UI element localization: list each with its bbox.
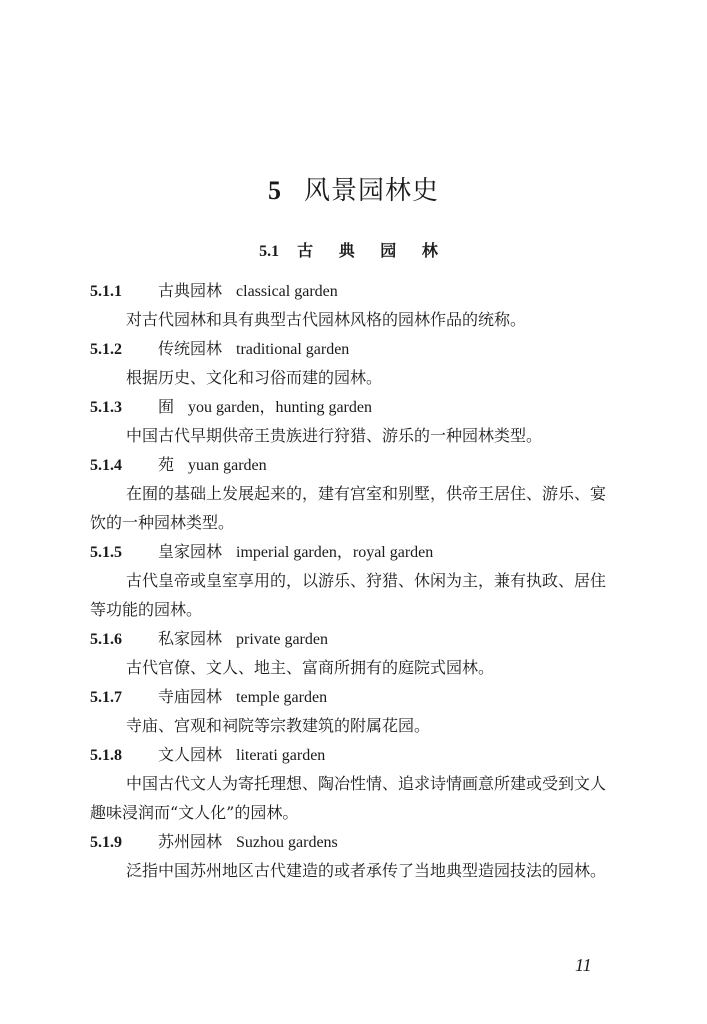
term-definition: 泛指中国苏州地区古代建造的或者承传了当地典型造园技法的园林。 (126, 861, 607, 880)
term-header (90, 682, 620, 711)
term-definition: 根据历史、文化和习俗而建的园林。 (126, 368, 383, 387)
term-chinese: 传统园林 (158, 339, 223, 358)
chapter-name: 风景园林史 (303, 176, 439, 206)
term-entry (90, 334, 620, 392)
term-header (90, 276, 620, 305)
term-definition: 古代皇帝或皇室享用的，以游乐、狩猎、休闲为主，兼有执政、居住等功能的园林。 (90, 571, 607, 619)
page-number: 11 (575, 955, 592, 975)
term-definition: 在囿的基础上发展起来的，建有宫室和别墅，供帝王居住、游乐、宴饮的一种园林类型。 (90, 484, 607, 532)
term-english: Suzhou gardens (236, 834, 338, 851)
term-code: 5.1.4 (90, 457, 122, 474)
term-code: 5.1.9 (90, 834, 122, 851)
term-entry (90, 682, 620, 740)
term-entry (90, 450, 620, 537)
term-chinese: 文人园林 (158, 745, 223, 764)
term-header (90, 392, 620, 421)
term-code: 5.1.5 (90, 544, 122, 561)
term-chinese: 苏州园林 (158, 832, 223, 851)
term-code: 5.1.8 (90, 747, 122, 764)
section-number: 5.1 (259, 243, 280, 260)
term-definition: 古代官僚、文人、地主、富商所拥有的庭院式园林。 (126, 658, 495, 677)
term-chinese: 古典园林 (158, 281, 223, 300)
term-chinese: 囿 (158, 397, 175, 416)
term-chinese: 苑 (158, 455, 175, 474)
term-code: 5.1.1 (90, 283, 122, 300)
term-entry (90, 827, 620, 885)
term-code: 5.1.3 (90, 399, 122, 416)
term-definition: 对古代园林和具有典型古代园林风格的园林作品的统称。 (126, 310, 527, 329)
chapter-number: 5 (267, 176, 282, 205)
term-code: 5.1.6 (90, 631, 122, 648)
term-entry (90, 276, 620, 334)
term-english: you garden，hunting garden (188, 399, 372, 416)
term-english: yuan garden (188, 457, 267, 474)
term-english: private garden (236, 631, 328, 648)
term-definition: 中国古代文人为寄托理想、陶冶性情、追求诗情画意所建或受到文人趣味浸润而“文人化”的园林。 (90, 774, 607, 822)
term-english: literati garden (236, 747, 326, 764)
term-entry (90, 740, 620, 827)
term-header (90, 624, 620, 653)
term-english: classical garden (236, 283, 338, 300)
term-header (90, 450, 620, 479)
term-entry (90, 537, 620, 624)
term-header (90, 827, 620, 856)
term-code: 5.1.7 (90, 689, 122, 706)
chapter-title (0, 170, 707, 207)
term-chinese: 皇家园林 (158, 542, 223, 561)
term-header (90, 537, 620, 566)
term-chinese: 寺庙园林 (158, 687, 223, 706)
term-english: traditional garden (236, 341, 350, 358)
term-header (90, 740, 620, 769)
term-entries (90, 276, 620, 885)
term-entry (90, 624, 620, 682)
term-chinese: 私家园林 (158, 629, 223, 648)
term-english: imperial garden，royal garden (236, 544, 434, 561)
term-entry (90, 392, 620, 450)
term-code: 5.1.2 (90, 341, 122, 358)
section-title (0, 238, 707, 261)
term-english: temple garden (236, 689, 328, 706)
section-name: 古 典 园 林 (297, 241, 448, 260)
term-header (90, 334, 620, 363)
term-definition: 中国古代早期供帝王贵族进行狩猎、游乐的一种园林类型。 (126, 426, 543, 445)
term-definition: 寺庙、宫观和祠院等宗教建筑的附属花园。 (126, 716, 431, 735)
